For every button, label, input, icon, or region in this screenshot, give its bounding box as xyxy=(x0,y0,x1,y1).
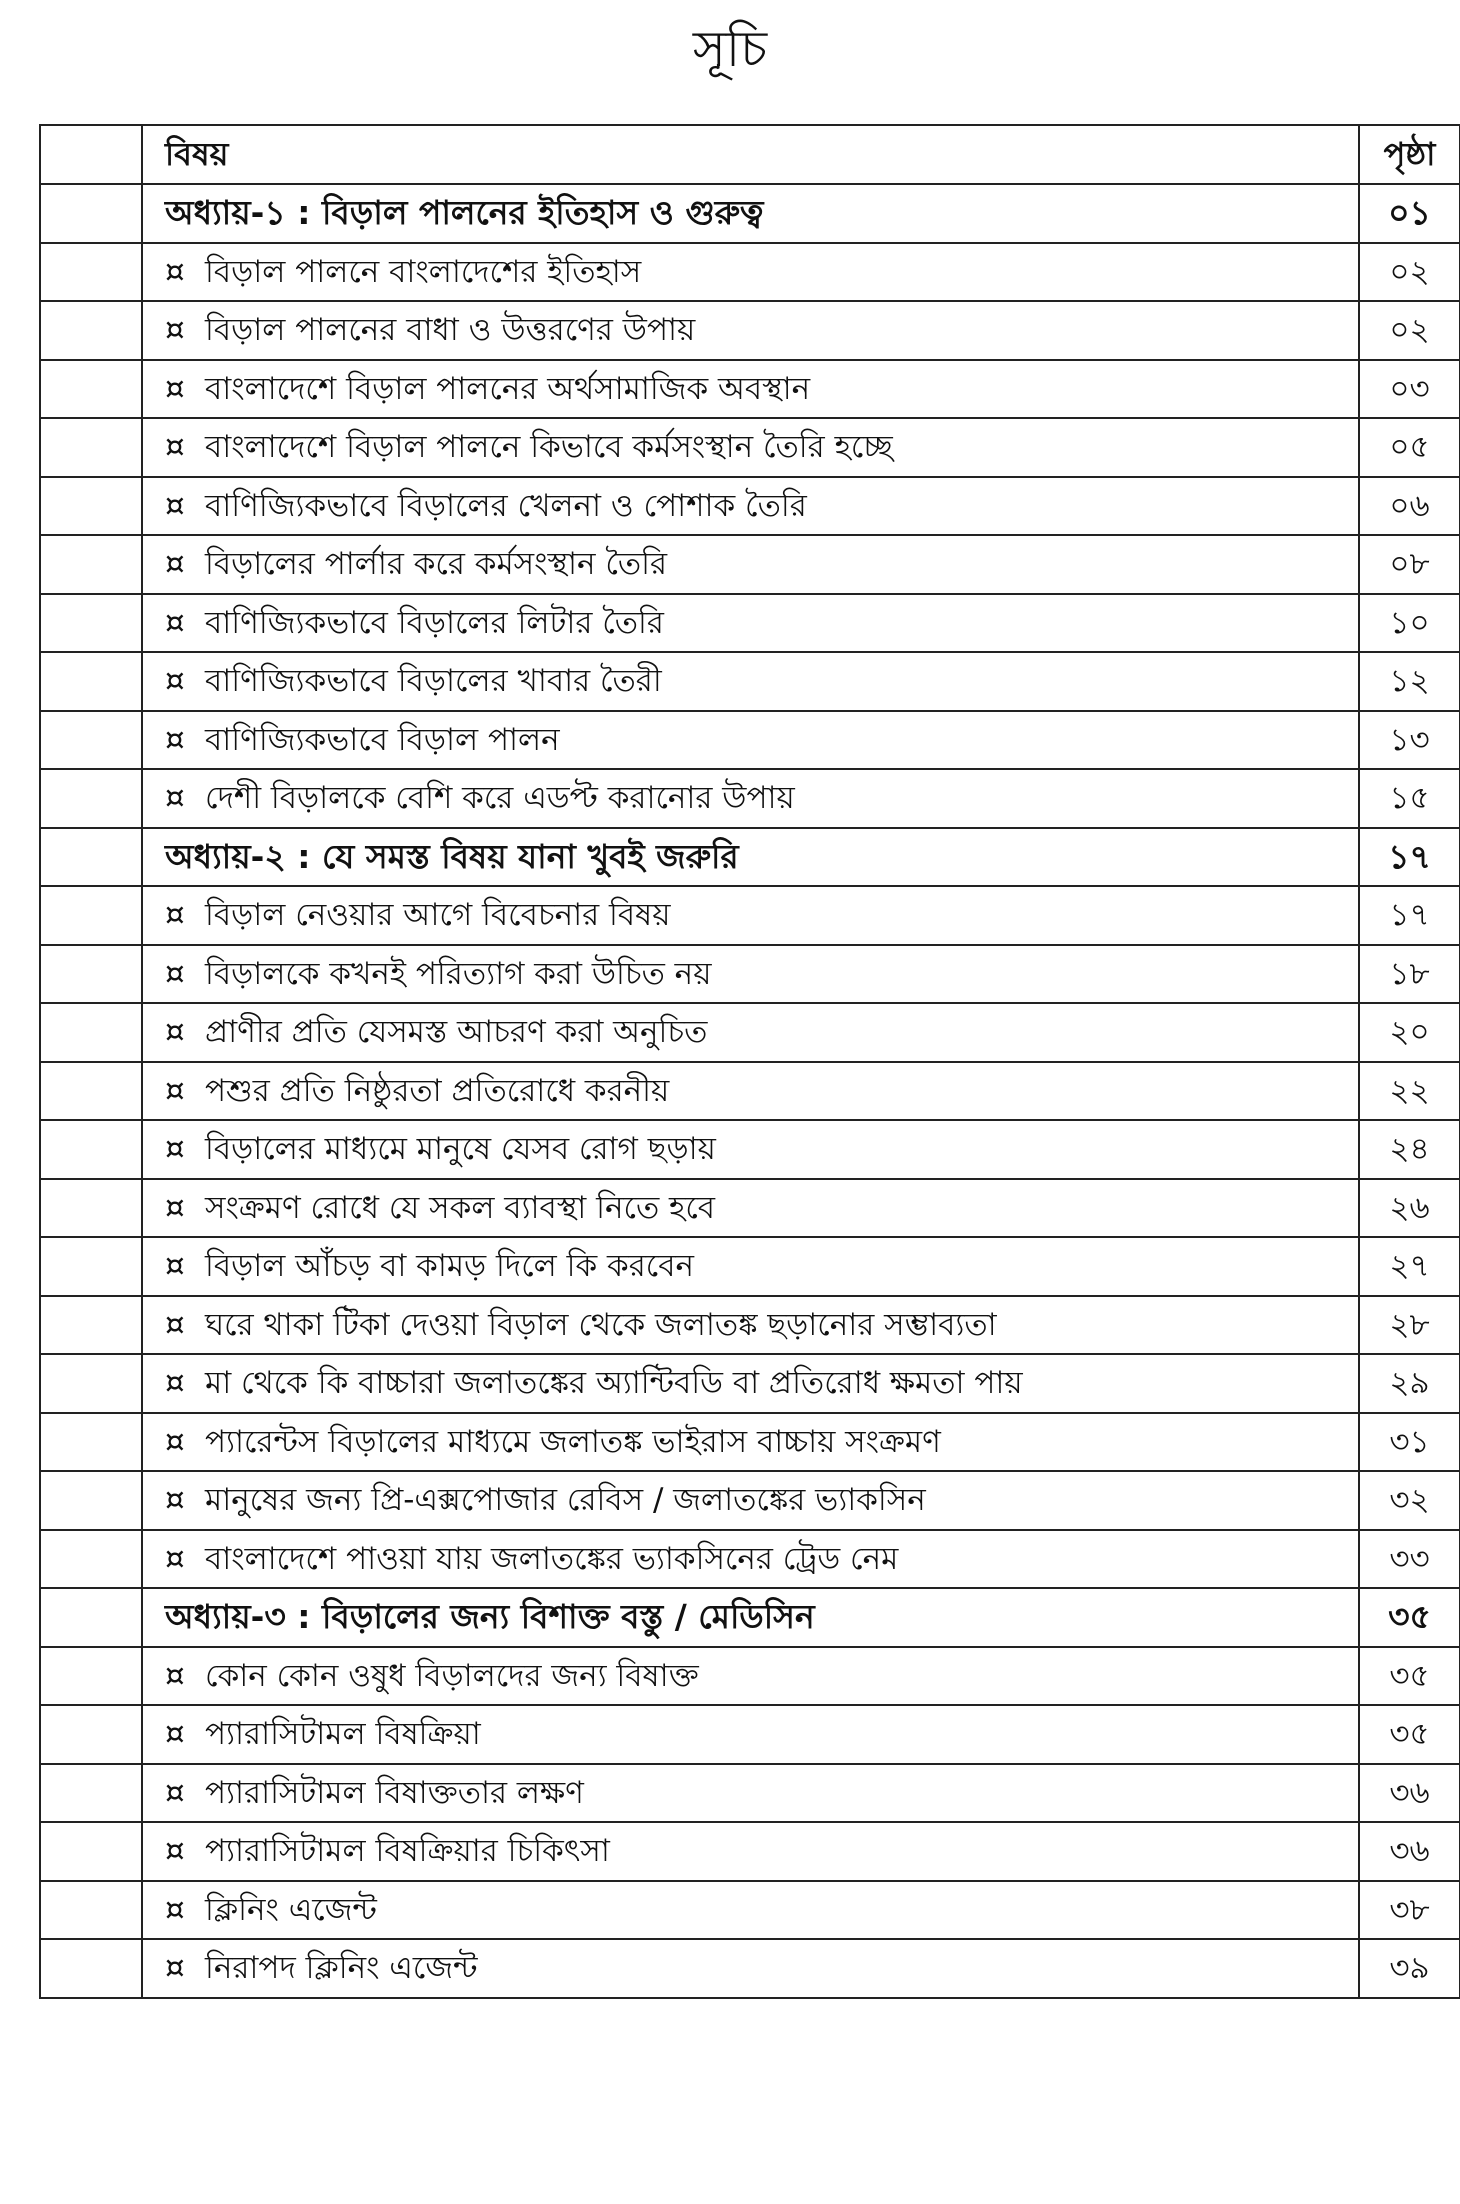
item-title xyxy=(142,769,1359,828)
table-row xyxy=(40,1939,1460,1998)
table-row xyxy=(40,1237,1460,1296)
item-title xyxy=(142,1822,1359,1881)
table-row xyxy=(40,1003,1460,1062)
row-text: ক্লিনিং এজেন্ট xyxy=(205,1891,377,1928)
row-text: বিড়াল আঁচড় বা কামড় দিলে কি করবেন xyxy=(205,1248,694,1285)
page-number: ৩৩ xyxy=(1359,1530,1460,1589)
table-row xyxy=(40,1881,1460,1940)
page-number: ১২ xyxy=(1359,652,1460,711)
row-text: ঘরে থাকা টিকা দেওয়া বিড়াল থেকে জলাতঙ্ক ছড়ানোর সম্ভাব্যতা xyxy=(205,1306,997,1343)
table-row xyxy=(40,886,1460,945)
blank-cell xyxy=(40,360,142,419)
item-title xyxy=(142,1354,1359,1413)
blank-cell xyxy=(40,1413,142,1472)
row-text: প্রাণীর প্রতি যেসমস্ত আচরণ করা অনুচিত xyxy=(205,1014,708,1051)
bullet-icon: ¤ xyxy=(165,429,185,466)
item-title xyxy=(142,1647,1359,1706)
row-text: কোন কোন ওষুধ বিড়ালদের জন্য বিষাক্ত xyxy=(205,1657,699,1694)
page-number: ২৪ xyxy=(1359,1120,1460,1179)
bullet-icon: ¤ xyxy=(165,604,185,641)
row-text: বিড়াল পালনের বাধা ও উত্তরণের উপায় xyxy=(205,312,696,349)
page-number: ০২ xyxy=(1359,243,1460,302)
table-row xyxy=(40,1764,1460,1823)
page-number: ৩৯ xyxy=(1359,1939,1460,1998)
blank-cell xyxy=(40,1530,142,1589)
table-row xyxy=(40,1062,1460,1121)
item-title xyxy=(142,1296,1359,1355)
bullet-icon: ¤ xyxy=(165,955,185,992)
table-row xyxy=(40,243,1460,302)
blank-cell xyxy=(40,1588,142,1647)
page-number: ৩৬ xyxy=(1359,1822,1460,1881)
bullet-icon: ¤ xyxy=(165,721,185,758)
blank-cell xyxy=(40,1062,142,1121)
row-text: বাণিজ্যিকভাবে বিড়াল পালন xyxy=(205,721,560,758)
bullet-icon: ¤ xyxy=(165,1248,185,1285)
page-number: ০৮ xyxy=(1359,535,1460,594)
blank-cell xyxy=(40,1764,142,1823)
bullet-icon: ¤ xyxy=(165,1716,185,1753)
blank-cell xyxy=(40,1120,142,1179)
bullet-icon: ¤ xyxy=(165,1189,185,1226)
blank-cell xyxy=(40,1003,142,1062)
subject-header: বিষয় xyxy=(142,125,1359,184)
item-title xyxy=(142,1003,1359,1062)
item-title xyxy=(142,1179,1359,1238)
table-row xyxy=(40,1471,1460,1530)
bullet-icon: ¤ xyxy=(165,370,185,407)
table-row xyxy=(40,301,1460,360)
page-number: ২৭ xyxy=(1359,1237,1460,1296)
table-header-row xyxy=(40,125,1460,184)
row-text: মানুষের জন্য প্রি-এক্সপোজার রেবিস / জলাতঙ্কের ভ্যাকসিন xyxy=(205,1482,926,1519)
bullet-icon: ¤ xyxy=(165,312,185,349)
table-row xyxy=(40,1413,1460,1472)
bullet-icon: ¤ xyxy=(165,1306,185,1343)
page-number: ২৮ xyxy=(1359,1296,1460,1355)
row-text: সংক্রমণ রোধে যে সকল ব্যাবস্থা নিতে হবে xyxy=(205,1189,716,1226)
row-text: প্যারাসিটামল বিষক্রিয়া xyxy=(205,1716,481,1753)
item-title xyxy=(142,1062,1359,1121)
row-text: বাণিজ্যিকভাবে বিড়ালের লিটার তৈরি xyxy=(205,604,664,641)
item-title xyxy=(142,1881,1359,1940)
item-title xyxy=(142,1120,1359,1179)
blank-cell xyxy=(40,125,142,184)
blank-cell xyxy=(40,535,142,594)
page-number: ১৫ xyxy=(1359,769,1460,828)
bullet-icon: ¤ xyxy=(165,1014,185,1051)
item-title xyxy=(142,1413,1359,1472)
blank-cell xyxy=(40,477,142,536)
table-row xyxy=(40,1822,1460,1881)
item-title xyxy=(142,418,1359,477)
item-title xyxy=(142,1939,1359,1998)
table-row xyxy=(40,418,1460,477)
page-number: ২৬ xyxy=(1359,1179,1460,1238)
blank-cell xyxy=(40,828,142,887)
blank-cell xyxy=(40,594,142,653)
blank-cell xyxy=(40,1939,142,1998)
row-text: প্যারাসিটামল বিষাক্ততার লক্ষণ xyxy=(205,1774,584,1811)
item-title xyxy=(142,477,1359,536)
row-text: বিড়ালকে কখনই পরিত্যাগ করা উচিত নয় xyxy=(205,955,712,992)
blank-cell xyxy=(40,184,142,243)
item-title xyxy=(142,1764,1359,1823)
item-title xyxy=(142,301,1359,360)
table-row xyxy=(40,477,1460,536)
bullet-icon: ¤ xyxy=(165,1482,185,1519)
blank-cell xyxy=(40,243,142,302)
row-text: পশুর প্রতি নিষ্ঠুরতা প্রতিরোধে করনীয় xyxy=(205,1072,670,1109)
page-number: ০৩ xyxy=(1359,360,1460,419)
blank-cell xyxy=(40,769,142,828)
chapter-title xyxy=(142,184,1359,243)
table-row xyxy=(40,711,1460,770)
page-number: ৩৮ xyxy=(1359,1881,1460,1940)
page-number: ০৫ xyxy=(1359,418,1460,477)
row-text: মা থেকে কি বাচ্চারা জলাতঙ্কের অ্যান্টিবডি বা প্রতিরোধ ক্ষমতা পায় xyxy=(205,1365,1023,1402)
page-number: ১০ xyxy=(1359,594,1460,653)
item-title xyxy=(142,360,1359,419)
blank-cell xyxy=(40,711,142,770)
item-title xyxy=(142,886,1359,945)
bullet-icon: ¤ xyxy=(165,663,185,700)
row-text: বিড়াল পালনে বাংলাদেশের ইতিহাস xyxy=(205,253,642,290)
table-row xyxy=(40,1354,1460,1413)
page-number: ০১ xyxy=(1359,184,1460,243)
chapter-row xyxy=(40,828,1460,887)
page-number: ১৭ xyxy=(1359,886,1460,945)
table-row xyxy=(40,1296,1460,1355)
item-title xyxy=(142,1705,1359,1764)
table-row xyxy=(40,1705,1460,1764)
row-text: বিড়ালের পার্লার করে কর্মসংস্থান তৈরি xyxy=(205,546,668,583)
bullet-icon: ¤ xyxy=(165,1423,185,1460)
bullet-icon: ¤ xyxy=(165,1891,185,1928)
table-row xyxy=(40,1120,1460,1179)
table-row xyxy=(40,1179,1460,1238)
item-title xyxy=(142,1471,1359,1530)
bullet-icon: ¤ xyxy=(165,1131,185,1168)
bullet-icon: ¤ xyxy=(165,253,185,290)
page-number: ৩২ xyxy=(1359,1471,1460,1530)
page-number: ০২ xyxy=(1359,301,1460,360)
page-title: সূচি xyxy=(692,20,768,78)
bullet-icon: ¤ xyxy=(165,897,185,934)
item-title xyxy=(142,1530,1359,1589)
blank-cell xyxy=(40,1647,142,1706)
contents-table xyxy=(39,124,1460,1999)
row-text: বিড়াল নেওয়ার আগে বিবেচনার বিষয় xyxy=(205,897,671,934)
bullet-icon: ¤ xyxy=(165,1365,185,1402)
bullet-icon: ¤ xyxy=(165,1950,185,1987)
page-number: ১৭ xyxy=(1359,828,1460,887)
page-number: ২২ xyxy=(1359,1062,1460,1121)
bullet-icon: ¤ xyxy=(165,1833,185,1870)
row-text: বাংলাদেশে বিড়াল পালনের অর্থসামাজিক অবস্থান xyxy=(205,370,811,407)
table-row xyxy=(40,945,1460,1004)
bullet-icon: ¤ xyxy=(165,1774,185,1811)
page-number: ০৬ xyxy=(1359,477,1460,536)
bullet-icon: ¤ xyxy=(165,1540,185,1577)
page-number: ১৩ xyxy=(1359,711,1460,770)
blank-cell xyxy=(40,1179,142,1238)
blank-cell xyxy=(40,945,142,1004)
table-row xyxy=(40,769,1460,828)
row-text: দেশী বিড়ালকে বেশি করে এডপ্ট করানোর উপায় xyxy=(205,780,795,817)
row-text: নিরাপদ ক্লিনিং এজেন্ট xyxy=(205,1950,478,1987)
page-header: পৃষ্ঠা xyxy=(1359,125,1460,184)
row-text: বাংলাদেশে বিড়াল পালনে কিভাবে কর্মসংস্থান তৈরি হচ্ছে xyxy=(205,429,893,466)
page-number: ৩৫ xyxy=(1359,1647,1460,1706)
blank-cell xyxy=(40,886,142,945)
blank-cell xyxy=(40,418,142,477)
item-title xyxy=(142,945,1359,1004)
table-row xyxy=(40,1647,1460,1706)
page-number: ২৯ xyxy=(1359,1354,1460,1413)
chapter-row xyxy=(40,184,1460,243)
chapter-title xyxy=(142,1588,1359,1647)
bullet-icon: ¤ xyxy=(165,780,185,817)
blank-cell xyxy=(40,1881,142,1940)
item-title xyxy=(142,535,1359,594)
table-row xyxy=(40,594,1460,653)
table-row xyxy=(40,1530,1460,1589)
table-row xyxy=(40,535,1460,594)
table-row xyxy=(40,652,1460,711)
item-title xyxy=(142,711,1359,770)
bullet-icon: ¤ xyxy=(165,487,185,524)
page-number: ২০ xyxy=(1359,1003,1460,1062)
blank-cell xyxy=(40,301,142,360)
item-title xyxy=(142,243,1359,302)
row-text: অধ্যায়-৩ : বিড়ালের জন্য বিশাক্ত বস্তু / মেডিসিন xyxy=(165,1597,815,1637)
chapter-row xyxy=(40,1588,1460,1647)
row-text: প্যারাসিটামল বিষক্রিয়ার চিকিৎসা xyxy=(205,1833,610,1870)
table-row xyxy=(40,360,1460,419)
blank-cell xyxy=(40,1705,142,1764)
page-number: ১৮ xyxy=(1359,945,1460,1004)
page-number: ৩৫ xyxy=(1359,1705,1460,1764)
row-text: বাণিজ্যিকভাবে বিড়ালের খাবার তৈরী xyxy=(205,663,662,700)
blank-cell xyxy=(40,652,142,711)
item-title xyxy=(142,594,1359,653)
page-number: ৩১ xyxy=(1359,1413,1460,1472)
blank-cell xyxy=(40,1471,142,1530)
row-text: বিড়ালের মাধ্যমে মানুষে যেসব রোগ ছড়ায় xyxy=(205,1131,716,1168)
row-text: প্যারেন্টস বিড়ালের মাধ্যমে জলাতঙ্ক ভাইরাস বাচ্চায় সংক্রমণ xyxy=(205,1423,941,1460)
blank-cell xyxy=(40,1354,142,1413)
item-title xyxy=(142,1237,1359,1296)
chapter-title xyxy=(142,828,1359,887)
bullet-icon: ¤ xyxy=(165,1072,185,1109)
row-text: বাংলাদেশে পাওয়া যায় জলাতঙ্কের ভ্যাকসিনের ট্রেড নেম xyxy=(205,1540,899,1577)
blank-cell xyxy=(40,1237,142,1296)
blank-cell xyxy=(40,1296,142,1355)
page-number: ৩৫ xyxy=(1359,1588,1460,1647)
item-title xyxy=(142,652,1359,711)
row-text: বাণিজ্যিকভাবে বিড়ালের খেলনা ও পোশাক তৈরি xyxy=(205,487,807,524)
bullet-icon: ¤ xyxy=(165,1657,185,1694)
bullet-icon: ¤ xyxy=(165,546,185,583)
page-number: ৩৬ xyxy=(1359,1764,1460,1823)
blank-cell xyxy=(40,1822,142,1881)
row-text: অধ্যায়-২ : যে সমস্ত বিষয় যানা খুবই জরুরি xyxy=(165,836,739,876)
row-text: অধ্যায়-১ : বিড়াল পালনের ইতিহাস ও গুরুত্ব xyxy=(165,193,764,233)
